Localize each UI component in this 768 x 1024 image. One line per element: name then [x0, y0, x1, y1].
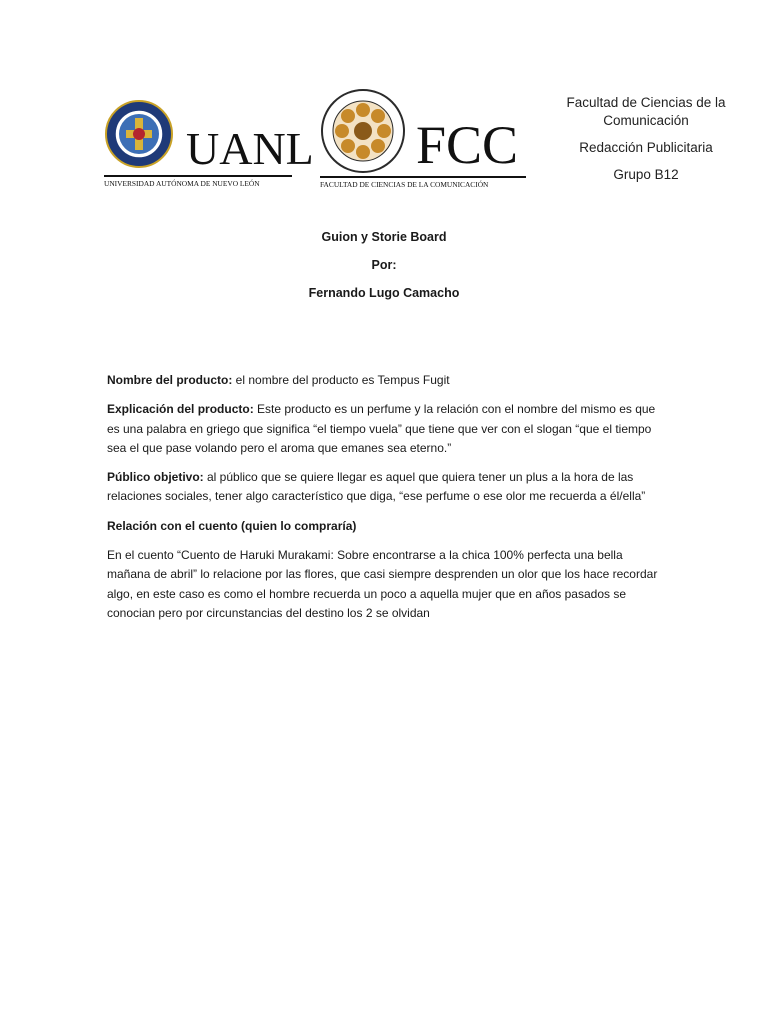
by-label: Por: [371, 258, 397, 272]
story-relation-heading [107, 517, 667, 536]
faculty-name: Facultad de Ciencias de la Comunicación [566, 95, 726, 128]
document-title: Guion y Storie Board [321, 230, 447, 244]
course-name: Redacción Publicitaria [579, 140, 713, 155]
uanl-seal-icon [104, 98, 174, 170]
document-header [0, 0, 768, 200]
fcc-divider [320, 176, 526, 178]
fcc-subtitle: FACULTAD DE CIENCIAS DE LA COMUNICACIÓN [320, 180, 489, 189]
story-relation-label: Relación con el cuento (quien lo compraría) [107, 518, 357, 533]
uanl-divider [104, 175, 292, 177]
target-audience-text: al público que se quiere llegar es aquel que quiera tener un plus a la hora de las relaciones sociales, tener algo característico que diga, “ese perfume o ese olor me recuerda a él/ella” [107, 470, 646, 504]
target-audience-paragraph [107, 468, 667, 507]
target-audience-label: Público objetivo: [107, 470, 204, 485]
uanl-wordmark: UANL [186, 123, 314, 174]
fcc-wordmark: FCC [416, 115, 519, 175]
document-title-block [0, 228, 768, 312]
author-name: Fernando Lugo Camacho [308, 286, 460, 300]
product-explanation-paragraph [107, 400, 667, 458]
course-info [540, 94, 752, 193]
story-relation-paragraph: En el cuento “Cuento de Haruki Murakami: Sobre encontrarse a la chica 100% perfecta una bella mañana de abril” lo relacione por las flores, que casi siempre desprenden un olor que los hace recordar algo, en este caso es como el hombre recuerda un poco a aquella mujer que en años pasados se conocian pero por circunstancias del destino los 2 se olvidan [107, 548, 658, 620]
uanl-logo [104, 98, 314, 194]
product-explanation-label: Explicación del producto: [107, 402, 254, 417]
fcc-logo [320, 88, 528, 192]
product-name-label: Nombre del producto: [107, 373, 233, 387]
uanl-subtitle: UNIVERSIDAD AUTÓNOMA DE NUEVO LEÓN [104, 179, 260, 188]
document-body [107, 371, 667, 633]
product-name-paragraph [107, 371, 667, 390]
fcc-seal-icon [320, 88, 406, 174]
product-explanation-text: Este producto es un perfume y la relación con el nombre del mismo es que es una palabra en griego que significa “el tiempo vuela” que tiene que ver con el slogan “que el tiempo sea el que pase volando pero el aroma que emanes sea eterno.” [107, 402, 656, 455]
product-name-text: el nombre del producto es Tempus Fugit [232, 373, 450, 387]
group-name: Grupo B12 [613, 167, 679, 182]
